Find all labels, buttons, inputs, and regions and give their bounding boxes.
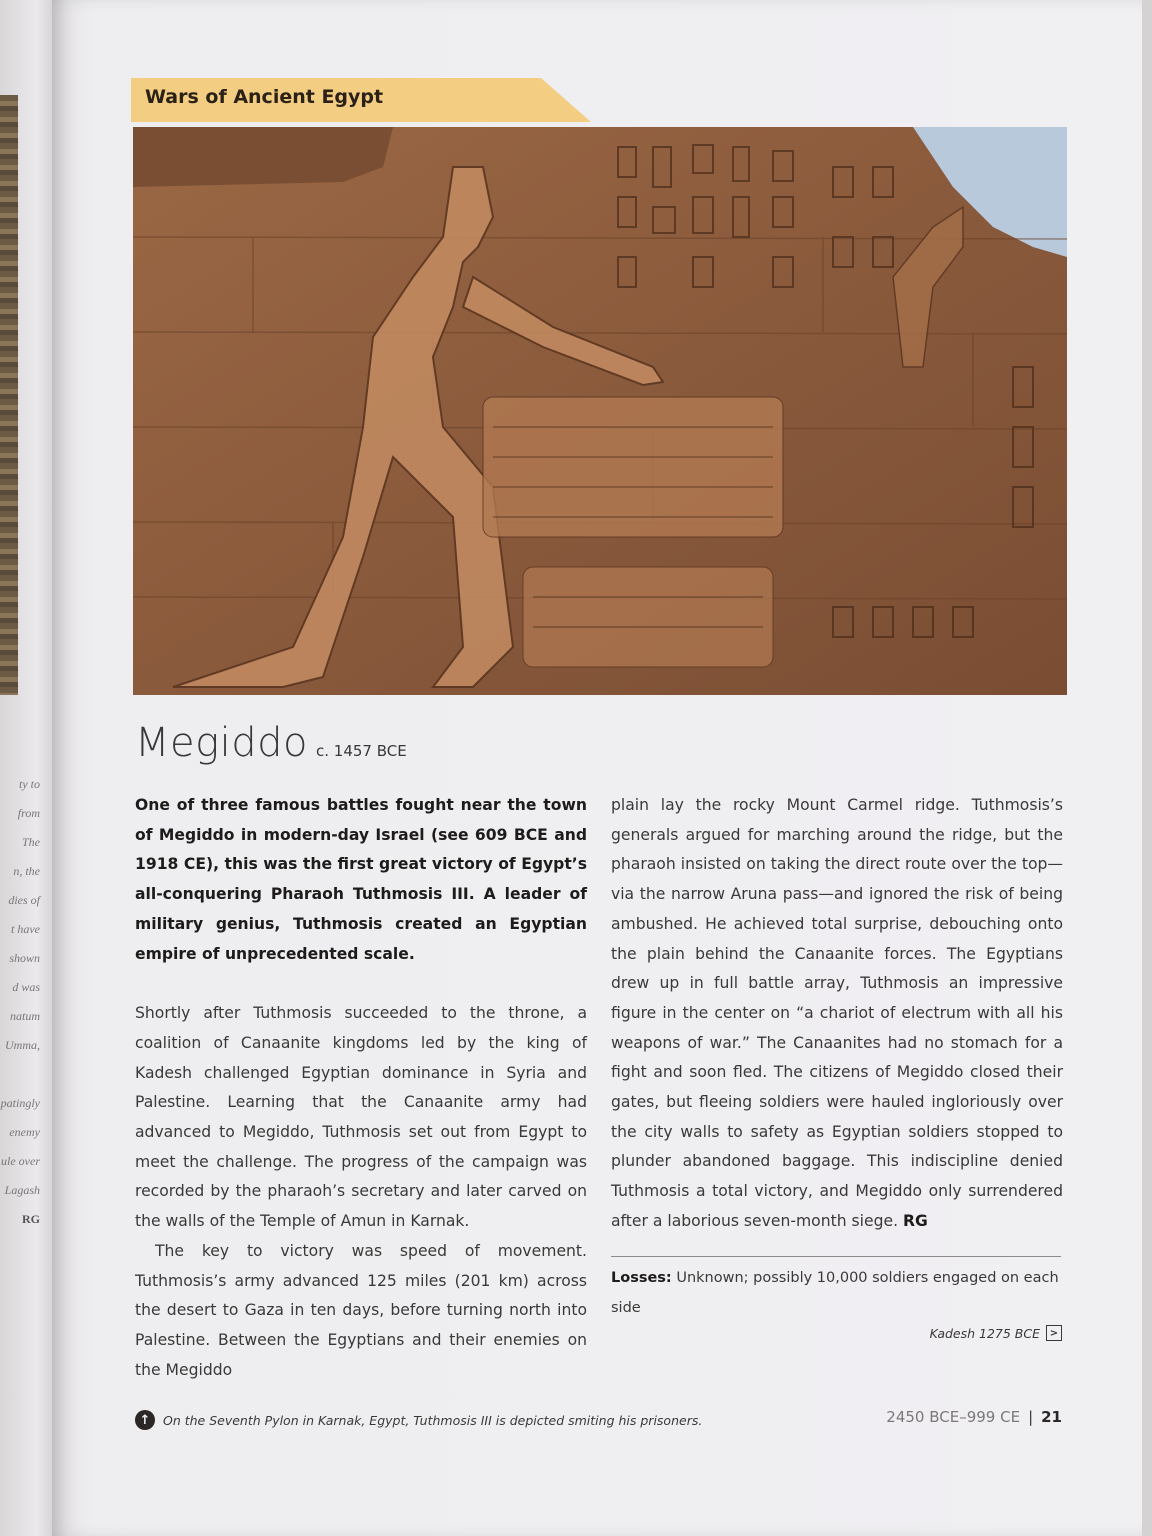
body-paragraph-2-continued: plain lay the rocky Mount Carmel ridge. Tuthmosis’s generals argued for marching around the ridge, but the pharaoh insisted on taking the direct route over the top—via the narrow Aruna pass—and ignored the risk of being ambushed. He achieved total surprise, debouching onto the plain behind the Canaanite forces. The Egyptians drew up in full battle array, Tuthmosis an impressive figure in the center on “a chariot of electrum with all his weapons of war.” The Canaanites had no stomach for a fight and soon fled. The citizens of Megiddo closed their gates, but fleeing soldiers were hauled ingloriously over the city walls to safety as Egyptian soldiers stopped to plunder abandoned baggage. This indiscipline denied Tuthmosis a total victory, and Megiddo only surrendered after a laborious seven-month siege. RG (611, 796, 1063, 1230)
facing-page-fragment (0, 1060, 40, 1089)
facing-page-fragment: natum (10, 1009, 40, 1023)
right-column (611, 791, 1063, 1237)
body-paragraph-1: Shortly after Tuthmosis succeeded to the throne, a coalition of Canaanite kingdoms led by the king of Kadesh challenged Egyptian dominance in Syria and Palestine. Learning that the Canaanite army had advanced to Megiddo, Tuthmosis set out from Egypt to meet the challenge. The progress of the campaign was recorded by the pharaoh’s secretary and later carved on the walls of the Temple of Amun in Karnak. (135, 1004, 587, 1231)
section-tab-label: Wars of Ancient Egypt (145, 86, 384, 108)
losses-note (611, 1263, 1061, 1323)
losses-text: Unknown; possibly 10,000 soldiers engaged on each side (611, 1270, 1059, 1316)
xref-label[interactable]: Kadesh 1275 BCE (929, 1325, 1040, 1341)
page-edge (1142, 0, 1152, 1536)
facing-page-fragment: ule over (1, 1154, 40, 1168)
folio-range: 2450 BCE–999 CE (886, 1408, 1021, 1426)
intro-paragraph: One of three famous battles fought near the town of Megiddo in modern-day Israel (see 609 BCE and 1918 CE), this was the first great victory of Egypt’s all-conquering Pharaoh Tuthmosis III. A leader of military genius, Tuthmosis created an Egyptian empire of unprecedented scale. (135, 796, 587, 963)
chevron-right-icon[interactable]: > (1046, 1325, 1062, 1341)
facing-page-fragment: ty to (19, 777, 40, 791)
facing-page-fragment: dies of (8, 893, 40, 907)
body-paragraph-2-start: The key to victory was speed of movement. Tuthmosis’s army advanced 125 miles (201 km) across the desert to Gaza in ten days, before turning north into Palestine. Between the Egyptians and their enemies on the Megiddo (135, 1241, 587, 1379)
facing-page-fragment: patingly (0, 1096, 40, 1110)
karnak-relief-image (133, 127, 1067, 695)
page-number: 21 (1041, 1408, 1062, 1426)
page-folio (886, 1408, 1062, 1426)
facing-page-fragment: Umma, (5, 1038, 40, 1052)
facing-page-text (0, 770, 40, 1234)
facing-page-fragment: Lagash (4, 1183, 40, 1197)
folio-separator: | (1028, 1408, 1034, 1426)
cross-reference[interactable] (930, 1325, 1062, 1341)
facing-page-fragment: t have (11, 922, 40, 936)
facing-page-fragment: shown (9, 951, 40, 965)
losses-label: Losses: (611, 1270, 672, 1286)
facing-page-fragment: n, the (13, 864, 40, 878)
battle-date: c. 1457 BCE (316, 742, 407, 760)
losses-divider (611, 1256, 1061, 1257)
up-arrow-icon: ↑ (135, 1410, 155, 1430)
battle-title: Megiddo (135, 720, 308, 766)
facing-page-photo-strip (0, 95, 18, 695)
facing-page-edge (0, 0, 52, 1536)
relief-photo (133, 127, 1067, 695)
left-column (135, 791, 587, 1385)
facing-page-fragment: from (17, 806, 40, 820)
author-initials: RG (903, 1211, 928, 1230)
facing-page-fragment: enemy (9, 1125, 40, 1139)
facing-page-fragment: The (22, 835, 40, 849)
facing-page-fragment: RG (22, 1212, 40, 1226)
photo-caption (135, 1410, 702, 1430)
caption-text: On the Seventh Pylon in Karnak, Egypt, Tuthmosis III is depicted smiting his prisoners. (163, 1412, 703, 1428)
facing-page-fragment: d was (12, 980, 40, 994)
